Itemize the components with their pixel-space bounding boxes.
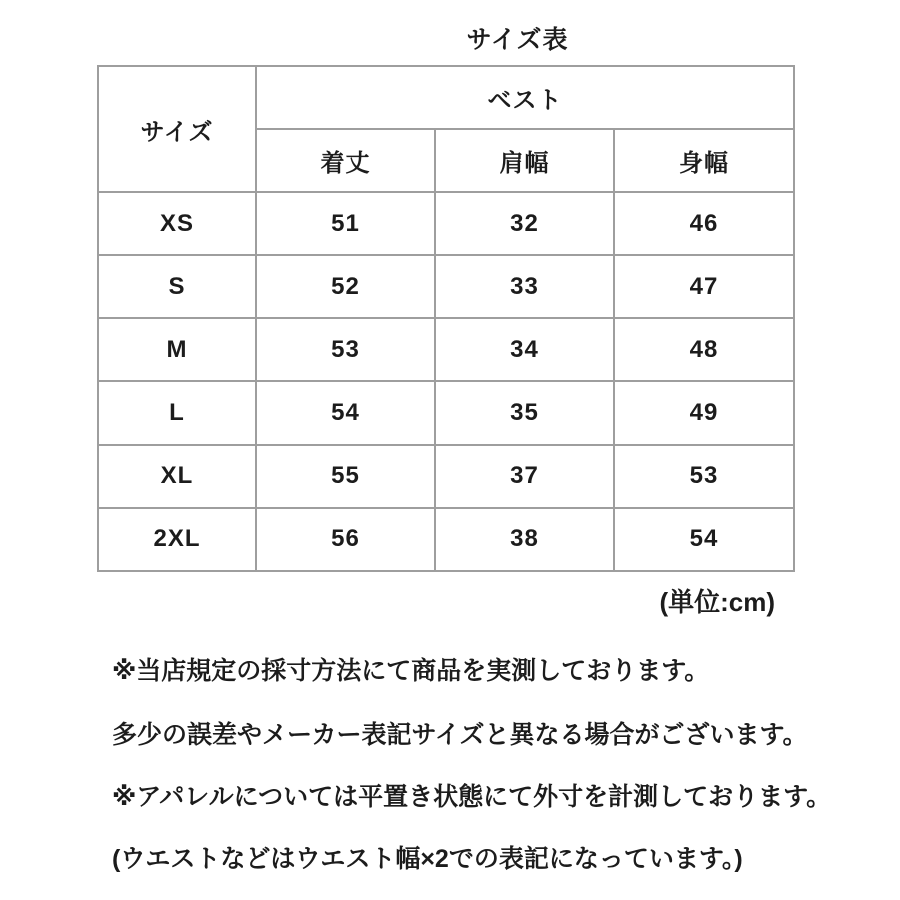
note-flat-measurement: ※アパレルについては平置き状態にて外寸を計測しております。 (112, 783, 832, 811)
row-size-label: XS (98, 192, 256, 255)
measurement-cell: 49 (614, 381, 794, 444)
measurement-cell: 51 (256, 192, 435, 255)
measurement-cell: 48 (614, 318, 794, 381)
size-column-header: サイズ (98, 66, 256, 192)
table-row (98, 445, 794, 508)
table-row (98, 508, 794, 571)
size-table (97, 65, 795, 572)
note-waist-notation: (ウエストなどはウエスト幅×2での表記になっています。) (112, 845, 743, 873)
measure-col-header-2: 身幅 (614, 129, 794, 192)
measure-col-header-0: 着丈 (256, 129, 435, 192)
row-size-label: L (98, 381, 256, 444)
measurement-cell: 32 (435, 192, 614, 255)
measure-col-header-1: 肩幅 (435, 129, 614, 192)
measurement-cell: 54 (614, 508, 794, 571)
measurement-cell: 35 (435, 381, 614, 444)
note-size-variance: 多少の誤差やメーカー表記サイズと異なる場合がございます。 (112, 721, 808, 749)
measurement-cell: 55 (256, 445, 435, 508)
measurement-cell: 33 (435, 255, 614, 318)
measurement-cell: 53 (614, 445, 794, 508)
table-row (98, 318, 794, 381)
measurement-cell: 38 (435, 508, 614, 571)
row-size-label: M (98, 318, 256, 381)
measurement-cell: 37 (435, 445, 614, 508)
row-size-label: XL (98, 445, 256, 508)
note-measurement-method: ※当店規定の採寸方法にて商品を実測しております。 (112, 657, 710, 685)
measurement-cell: 53 (256, 318, 435, 381)
group-header-row (98, 66, 794, 129)
measurement-cell: 47 (614, 255, 794, 318)
measurement-cell: 34 (435, 318, 614, 381)
unit-note: (単位:cm) (659, 587, 775, 617)
garment-group-header: ベスト (256, 66, 794, 129)
page-title: サイズ表 (466, 26, 569, 54)
measurement-cell: 52 (256, 255, 435, 318)
size-table-body (98, 192, 794, 571)
table-row (98, 192, 794, 255)
measurement-cell: 46 (614, 192, 794, 255)
row-size-label: S (98, 255, 256, 318)
measurement-cell: 56 (256, 508, 435, 571)
table-row (98, 255, 794, 318)
table-row (98, 381, 794, 444)
row-size-label: 2XL (98, 508, 256, 571)
measurement-cell: 54 (256, 381, 435, 444)
